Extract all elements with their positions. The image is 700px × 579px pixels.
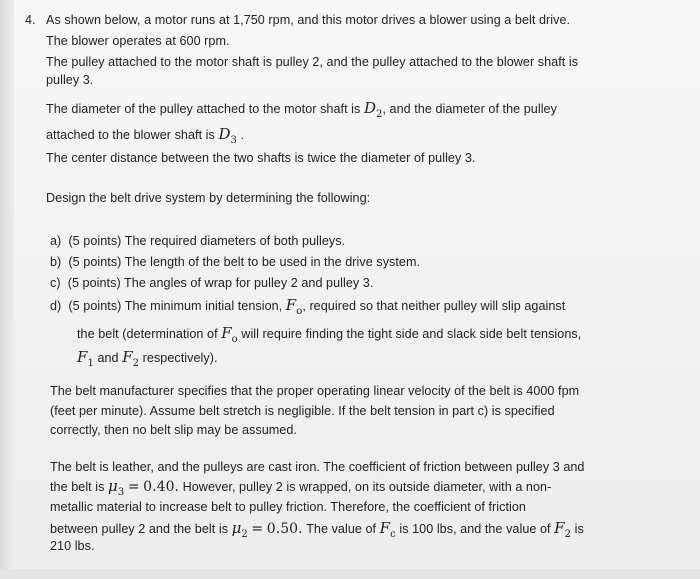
para1-line-3: correctly, then no belt slip may be assumed.: [50, 423, 297, 437]
para2-line-3: metallic material to increase belt to pulley friction. Therefore, the coefficient of friction: [50, 500, 526, 514]
intro-line-3: The pulley attached to the motor shaft is pulley 2, and the pulley attached to the blower shaft is: [46, 55, 579, 69]
intro-line-4: pulley 3.: [46, 73, 94, 87]
page-left-edge: [0, 0, 14, 579]
para2-line-1: The belt is leather, and the pulleys are cast iron. The coefficient of friction between pulley 3 and: [50, 460, 585, 474]
mu3-value: 0.40.: [143, 479, 180, 495]
part-d-line-2: the belt (determination of $F_o$ will require finding the tight side and slack side belt tensions,: [77, 324, 582, 345]
part-c: c) (5 points) The angles of wrap for pulley 2 and pulley 3.: [50, 276, 374, 290]
symbol-Fc: $F_c$: [379, 519, 396, 540]
symbol-D2: $D_2$: [363, 99, 383, 120]
intro-line-2: The blower operates at 600 rpm.: [46, 34, 230, 48]
para2-line-4: between pulley 2 and the belt is $\mu_2 = 0.50$. The value of $F_c$ is 100 lbs, and the value of $F_2$ is: [50, 519, 584, 540]
symbol-Fo-2: $F_o$: [221, 324, 238, 345]
para1-line-1: The belt manufacturer specifies that the proper operating linear velocity of the belt is 4000 fpm: [50, 384, 580, 398]
symbol-F1: $F_1$: [77, 348, 94, 369]
intro-line-6: attached to the blower shaft is $D_3$ .: [46, 125, 245, 146]
symbol-mu2: $\mu_2$: [231, 519, 248, 540]
part-b: b) (5 points) The length of the belt to be used in the drive system.: [50, 255, 421, 269]
symbol-F2: $F_2$: [122, 348, 140, 369]
intro-line-5: The diameter of the pulley attached to the motor shaft is $D_2$, and the diameter of the pulley: [46, 99, 557, 120]
para1-line-2: (feet per minute). Assume belt stretch is negligible. If the belt tension in part c) is specified: [50, 404, 555, 418]
part-d-line-1: d) (5 points) The minimum initial tension, $F_o$, required so that neither pulley will slip against: [50, 296, 566, 317]
symbol-mu3: $\mu_3$: [108, 477, 125, 498]
intro-line-1: As shown below, a motor runs at 1,750 rpm, and this motor drives a blower using a belt drive.: [46, 13, 571, 27]
symbol-D3: $D_3$: [218, 125, 237, 146]
part-d-line-3: $F_1$ and $F_2$ respectively).: [77, 348, 218, 369]
symbol-Fo: $F_o$: [285, 296, 303, 317]
symbol-F2-b: $F_2$: [554, 519, 572, 540]
mu2-value: 0.50.: [266, 521, 303, 537]
design-heading: Design the belt drive system by determining the following:: [46, 191, 371, 205]
problem-number: 4.: [25, 13, 36, 27]
para2-line-5: 210 lbs.: [50, 539, 95, 553]
intro-line-7: The center distance between the two shafts is twice the diameter of pulley 3.: [46, 151, 476, 165]
page-bottom-edge: [0, 569, 700, 579]
part-a: a) (5 points) The required diameters of both pulleys.: [50, 234, 346, 248]
para2-line-2: the belt is $\mu_3 = 0.40$. However, pulley 2 is wrapped, on its outside diameter, with a non-: [50, 477, 552, 498]
